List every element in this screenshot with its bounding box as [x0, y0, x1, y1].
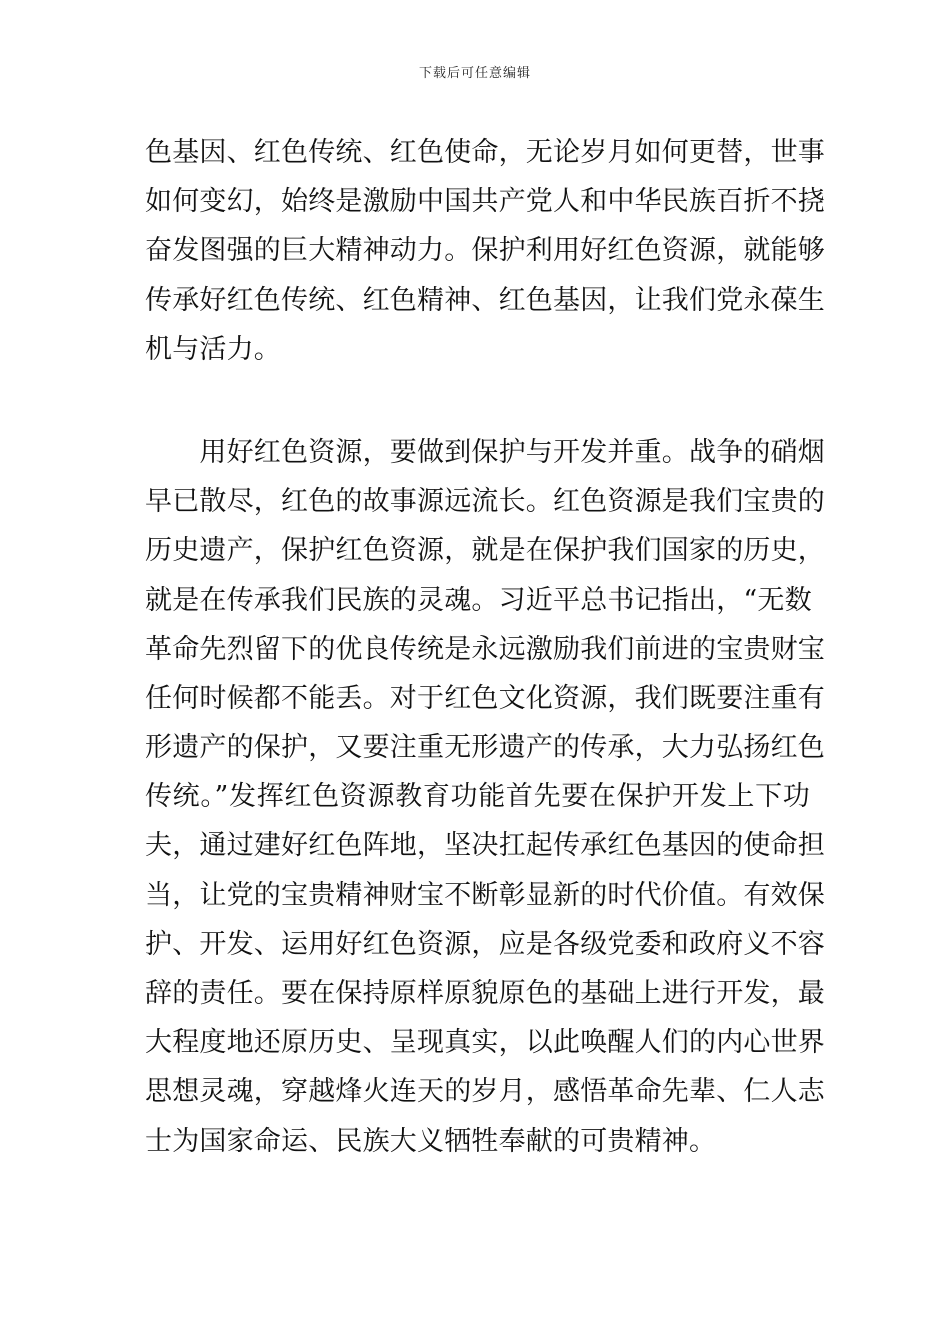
text-line: 当，让党的宝贵精神财宝不断彰显新的时代价值。有效保 — [145, 879, 825, 911]
text-line: 护、开发、运用好红色资源，应是各级党委和政府义不容 — [145, 928, 825, 960]
text-line: 夫，通过建好红色阵地，坚决扛起传承红色基因的使命担 — [145, 830, 825, 862]
text-line: 思想灵魂，穿越烽火连天的岁月，感悟革命先辈、仁人志 — [145, 1076, 825, 1108]
text-line: 如何变幻，始终是激励中国共产党人和中华民族百折不挠 — [145, 186, 825, 218]
page-header: 下载后可任意编辑 — [418, 66, 531, 81]
text-line: 用好红色资源，要做到保护与开发并重。战争的硝烟 — [145, 436, 825, 468]
text-line: 就是在传承我们民族的灵魂。习近平总书记指出，“无数 — [145, 584, 812, 616]
text-line: 色基因、红色传统、红色使命，无论岁月如何更替，世事 — [145, 137, 825, 168]
text-line: 形遗产的保护，又要注重无形遗产的传承，大力弘扬红色 — [145, 732, 825, 764]
text-line: 历史遗产，保护红色资源，就是在保护我们国家的历史， — [145, 535, 825, 567]
text-line: 革命先烈留下的优良传统是永远激励我们前进的宝贵财宝 — [145, 633, 825, 665]
text-line: 传统。”发挥红色资源教育功能首先要在保护开发上下功 — [145, 781, 810, 813]
text-line: 辞的责任。要在保持原样原貌原色的基础上进行开发，最 — [145, 978, 825, 1009]
text-line: 奋发图强的巨大精神动力。保护利用好红色资源，就能够 — [145, 235, 825, 267]
text-line: 士为国家命运、民族大义牺牲奉献的可贵精神。 — [145, 1125, 717, 1157]
paragraph-2 — [145, 428, 825, 1166]
document-body — [145, 128, 825, 1166]
text-line: 早已散尽，红色的故事源远流长。红色资源是我们宝贵的 — [145, 486, 825, 518]
text-line: 任何时候都不能丢。对于红色文化资源，我们既要注重有 — [145, 682, 825, 714]
text-line: 大程度地还原历史、呈现真实，以此唤醒人们的内心世界 — [145, 1027, 825, 1059]
text-line: 机与活力。 — [145, 333, 281, 365]
paragraph-1 — [145, 128, 825, 374]
text-line: 传承好红色传统、红色精神、红色基因，让我们党永葆生 — [145, 284, 825, 316]
paragraph-spacer — [145, 374, 810, 428]
